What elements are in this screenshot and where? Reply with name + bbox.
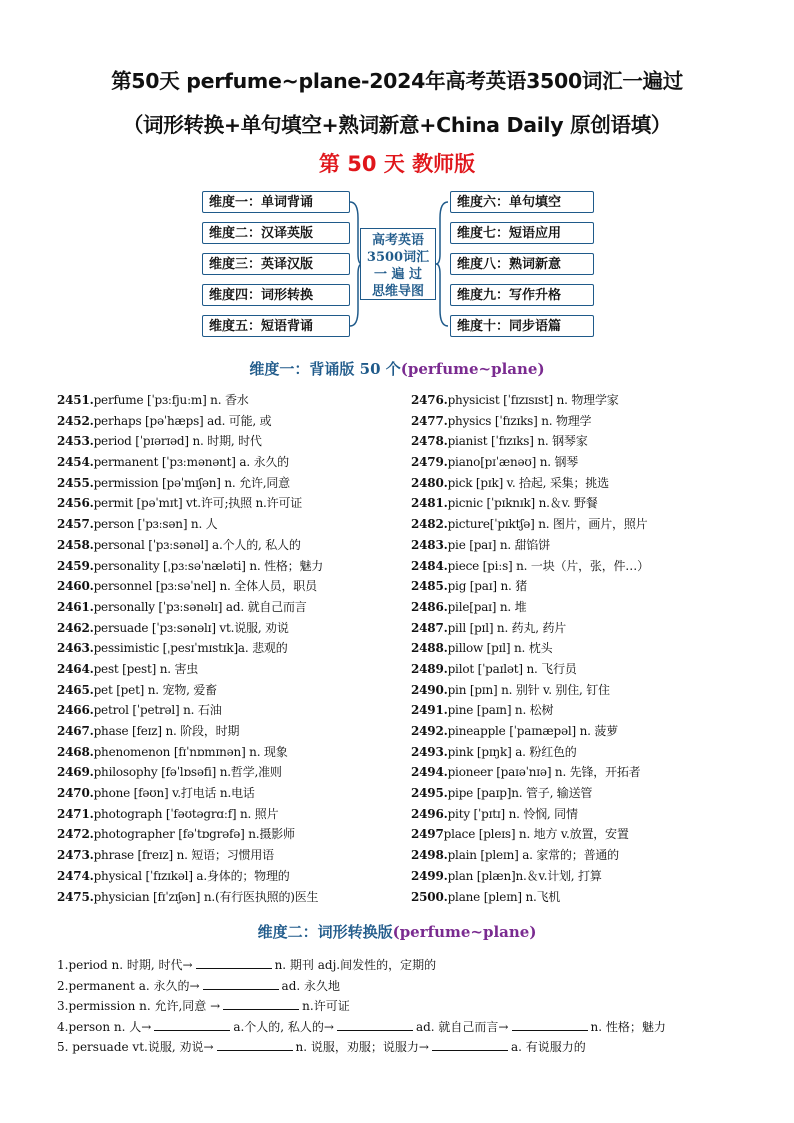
word-definition: permission [pəˈmɪʃən] n. 允许,同意	[93, 475, 290, 490]
answer-blank[interactable]	[154, 1018, 230, 1031]
word-number: 2498.	[411, 848, 448, 863]
word-definition: pine [paɪn] n. 松树	[447, 703, 554, 718]
word-number: 2469.	[57, 765, 94, 780]
section-title-cn: 维度一：背诵版 50 个	[249, 360, 401, 378]
word-number: 2483.	[411, 537, 448, 552]
word-definition: pessimistic [ˌpesɪˈmɪstɪk]a. 悲观的	[93, 641, 288, 656]
word-entry	[411, 700, 649, 721]
word-definition: physician [fɪˈzɪʃən] n.(有行医执照的)医生	[93, 889, 319, 904]
word-definition: phenomenon [fɪˈnɒmɪnən] n. 现象	[93, 744, 288, 759]
word-entry	[57, 824, 323, 845]
exercise-item	[57, 956, 436, 974]
word-entry	[411, 804, 649, 825]
mind-map-node-left-4: 维度四：词形转换	[202, 284, 350, 306]
word-definition: personnel [pɜːsəˈnel] n. 全体人员，职员	[93, 579, 317, 594]
word-definition: picnic [ˈpɪknɪk] n.＆v. 野餐	[447, 496, 598, 511]
word-entry	[57, 721, 323, 742]
exercise-text: 4.person n. 人→	[57, 1019, 152, 1034]
exercise-text: ad. 就自己而言→	[415, 1019, 509, 1034]
mind-map-node-left-1: 维度一：单词背诵	[202, 191, 350, 213]
word-entry	[57, 473, 323, 494]
answer-blank[interactable]	[223, 997, 299, 1010]
word-definition: philosophy [fəˈlɒsəfi] n.哲学,准则	[93, 765, 282, 780]
word-definition: physical [ˈfɪzɪkəl] a.身体的；物理的	[93, 868, 290, 883]
word-definition: pity [ˈpɪtɪ] n. 怜悯, 同情	[447, 806, 578, 821]
word-definition: pioneer [paɪəˈnɪə] n. 先锋，开拓者	[447, 765, 641, 780]
word-definition: phone [fəʊn] v.打电话 n.电话	[93, 786, 255, 801]
word-entry	[57, 804, 323, 825]
word-number: 2496.	[411, 806, 448, 821]
word-number: 2466.	[57, 703, 94, 718]
word-definition: photographer [fəˈtɒgrəfə] n.摄影师	[93, 827, 295, 842]
answer-blank[interactable]	[203, 977, 279, 990]
word-definition: pest [pest] n. 害虫	[93, 661, 199, 676]
word-entry	[411, 390, 649, 411]
word-entry	[411, 783, 649, 804]
section-title-en: (perfume~plane)	[392, 923, 537, 941]
word-entry	[411, 576, 649, 597]
answer-blank[interactable]	[337, 1018, 413, 1031]
word-definition: pilot [ˈpaɪlət] n. 飞行员	[447, 661, 577, 676]
word-definition: perhaps [pəˈhæps] ad. 可能, 或	[93, 413, 272, 428]
word-entry	[411, 659, 649, 680]
word-number: 2495.	[411, 786, 448, 801]
word-number: 2471.	[57, 806, 94, 821]
word-entry	[411, 742, 649, 763]
answer-blank[interactable]	[512, 1018, 588, 1031]
word-number: 2468.	[57, 744, 94, 759]
word-definition: piano[pɪˈænəʊ] n. 钢琴	[447, 455, 579, 470]
answer-blank[interactable]	[432, 1038, 508, 1051]
word-list-left	[57, 390, 323, 907]
word-entry	[411, 597, 649, 618]
answer-blank[interactable]	[196, 956, 272, 969]
exercise-text: n.许可证	[302, 999, 350, 1013]
word-entry	[411, 514, 649, 535]
word-entry	[57, 493, 323, 514]
word-number: 2452.	[57, 413, 94, 428]
word-entry	[57, 659, 323, 680]
word-entry	[411, 845, 649, 866]
word-number: 2463.	[57, 641, 94, 656]
word-entry	[411, 556, 649, 577]
word-entry	[57, 431, 323, 452]
center-line: 一 遍 过	[373, 267, 423, 282]
word-number: 2465.	[57, 682, 94, 697]
center-line: 3500词汇	[366, 250, 430, 265]
word-entry	[411, 493, 649, 514]
word-entry	[411, 618, 649, 639]
word-definition: plane [pleɪn] n.飞机	[447, 889, 561, 904]
exercise-text: 5. persuade vt.说服, 劝说→	[57, 1040, 214, 1054]
page-title: 第50天 perfume~plane-2024年高考英语3500词汇一遍过	[111, 69, 683, 93]
word-number: 2458.	[57, 537, 94, 552]
mind-map-center	[360, 228, 436, 300]
mind-map	[200, 188, 596, 340]
word-definition: pin [pɪn] n. 别针 v. 别住, 钉住	[447, 682, 610, 697]
word-number: 2499.	[411, 868, 448, 883]
center-line: 高考英语	[371, 233, 424, 248]
word-number: 2489.	[411, 661, 448, 676]
word-entry	[411, 535, 649, 556]
section-title-recitation	[0, 358, 794, 379]
exercise-text: 1.period n. 时期, 时代→	[57, 958, 193, 972]
mind-map-node-right-3: 维度八：熟词新意	[450, 253, 594, 275]
word-entry	[411, 473, 649, 494]
word-definition: piece [piːs] n. 一块（片，张，件…）	[447, 558, 649, 573]
word-number: 2490.	[411, 682, 448, 697]
word-definition: physics [ˈfɪzɪks] n. 物理学	[447, 413, 592, 428]
word-entry	[411, 452, 649, 473]
word-entry	[411, 762, 649, 783]
word-number: 2477.	[411, 413, 448, 428]
mind-map-node-left-3: 维度三：英译汉版	[202, 253, 350, 275]
word-number: 2467.	[57, 724, 94, 738]
word-number: 2484.	[411, 558, 448, 573]
word-definition: personal [ˈpɜːsənəl] a.个人的, 私人的	[93, 537, 301, 552]
word-entry	[57, 680, 323, 701]
word-definition: person [ˈpɜːsən] n. 人	[93, 517, 218, 532]
exercise-item	[57, 1038, 586, 1056]
exercise-text: 2.permanent a. 永久的→	[57, 978, 200, 993]
word-number: 2476.	[411, 393, 448, 407]
word-definition: pick [pɪk] v. 拾起, 采集；挑选	[447, 475, 609, 490]
word-number: 2481.	[411, 496, 448, 511]
word-definition: pie [paɪ] n. 甜馅饼	[447, 537, 551, 552]
exercise-text: a.个人的, 私人的→	[233, 1019, 334, 1034]
word-definition: pillow [pɪl] n. 枕头	[447, 641, 553, 656]
word-definition: pipe [paɪp]n. 管子, 输送管	[447, 786, 593, 801]
word-definition: plan [plæn]n.＆v.计划, 打算	[447, 868, 602, 883]
word-definition: phase [feɪz] n. 阶段，时期	[93, 724, 240, 738]
word-entry	[411, 431, 649, 452]
word-definition: personality [ˌpɜːsəˈnæləti] n. 性格；魅力	[93, 558, 324, 573]
word-entry	[411, 638, 649, 659]
exercise-item	[57, 977, 340, 995]
word-entry	[411, 887, 649, 908]
word-list-right	[411, 390, 649, 907]
word-number: 2472.	[57, 827, 94, 842]
word-definition: picture[ˈpɪktʃə] n. 图片，画片，照片	[447, 517, 648, 532]
word-entry	[411, 866, 649, 887]
word-entry	[57, 762, 323, 783]
word-definition: pill [pɪl] n. 药丸, 药片	[447, 620, 567, 635]
word-number: 2475.	[57, 889, 94, 904]
word-entry	[57, 514, 323, 535]
word-number: 2497	[411, 827, 444, 842]
word-definition: persuade [ˈpɜːsənəlɪ] vt.说服, 劝说	[93, 620, 289, 635]
word-number: 2451.	[57, 393, 94, 407]
word-definition: pig [paɪ] n. 猪	[447, 579, 528, 594]
section-title-en: (perfume~plane)	[400, 360, 545, 378]
word-entry	[411, 411, 649, 432]
word-entry	[57, 887, 323, 908]
exercise-text: n. 说服，劝服；说服力→	[295, 1040, 429, 1054]
section-title-word-forms	[0, 921, 794, 942]
exercise-text: ad. 永久地	[281, 978, 341, 993]
word-entry	[57, 597, 323, 618]
word-entry	[57, 783, 323, 804]
word-number: 2462.	[57, 620, 94, 635]
word-number: 2460.	[57, 579, 94, 594]
word-number: 2454.	[57, 455, 94, 470]
word-definition: phrase [freɪz] n. 短语；习惯用语	[93, 848, 274, 863]
edition-label: 第 50 天 教师版	[318, 152, 476, 176]
word-entry	[411, 721, 649, 742]
word-definition: pineapple [ˈpaɪnæpəl] n. 菠萝	[447, 724, 618, 738]
mind-map-node-right-4: 维度九：写作升格	[450, 284, 594, 306]
mind-map-node-right-5: 维度十：同步语篇	[450, 315, 594, 337]
word-definition: pink [pɪŋk] a. 粉红色的	[447, 744, 577, 759]
word-entry	[411, 824, 649, 845]
word-number: 2493.	[411, 744, 448, 759]
exercise-text: n. 性格；魅力	[590, 1019, 666, 1034]
word-number: 2473.	[57, 848, 94, 863]
word-number: 2486.	[411, 599, 448, 614]
word-definition: pet [pet] n. 宠物, 爱畜	[93, 682, 217, 697]
word-number: 2474.	[57, 868, 94, 883]
exercise-text: n. 期刊 adj.间发性的，定期的	[274, 958, 437, 972]
word-definition: photograph [ˈfəʊtəgrɑːf] n. 照片	[93, 806, 279, 821]
word-number: 2491.	[411, 703, 448, 718]
section-title-cn: 维度二：词形转换版	[257, 923, 393, 941]
word-entry	[57, 411, 323, 432]
word-entry	[57, 618, 323, 639]
word-number: 2470.	[57, 786, 94, 801]
word-number: 2500.	[411, 889, 448, 904]
word-number: 2456.	[57, 496, 94, 511]
word-number: 2482.	[411, 517, 448, 532]
word-entry	[57, 845, 323, 866]
word-definition: petrol [ˈpetrəl] n. 石油	[93, 703, 222, 718]
word-definition: physicist [ˈfɪzɪsɪst] n. 物理学家	[447, 393, 619, 407]
word-definition: permit [pəˈmɪt] vt.许可;执照 n.许可证	[93, 496, 303, 511]
word-definition: period [ˈpɪərɪəd] n. 时期, 时代	[93, 434, 262, 449]
word-entry	[57, 535, 323, 556]
word-definition: permanent [ˈpɜːmənənt] a. 永久的	[93, 455, 289, 470]
mind-map-node-right-2: 维度七：短语应用	[450, 222, 594, 244]
word-number: 2488.	[411, 641, 448, 656]
word-entry	[57, 556, 323, 577]
word-number: 2480.	[411, 475, 448, 490]
word-number: 2478.	[411, 434, 448, 449]
exercise-item	[57, 1018, 666, 1036]
exercise-text: 3.permission n. 允许,同意 →	[57, 999, 221, 1013]
word-definition: perfume [ˈpɜːfjuːm] n. 香水	[93, 393, 249, 407]
mind-map-node-left-5: 维度五：短语背诵	[202, 315, 350, 337]
word-definition: pile[paɪ] n. 堆	[447, 599, 527, 614]
word-number: 2457.	[57, 517, 94, 532]
word-entry	[57, 638, 323, 659]
word-number: 2494.	[411, 765, 448, 780]
mind-map-node-right-1: 维度六：单句填空	[450, 191, 594, 213]
word-number: 2479.	[411, 455, 448, 470]
word-entry	[57, 866, 323, 887]
word-definition: plain [pleɪn] a. 家常的；普通的	[447, 848, 619, 863]
word-number: 2455.	[57, 475, 94, 490]
word-number: 2464.	[57, 661, 94, 676]
word-entry	[57, 742, 323, 763]
word-definition: pianist [ˈfɪzɪks] n. 钢琴家	[447, 434, 588, 449]
word-definition: personally [ˈpɜːsənəlɪ] ad. 就自己而言	[93, 599, 307, 614]
word-definition: place [pleɪs] n. 地方 v.放置，安置	[443, 827, 629, 842]
word-number: 2492.	[411, 724, 448, 738]
word-number: 2453.	[57, 434, 94, 449]
page-subtitle: （词形转换+单句填空+熟词新意+China Daily 原创语填）	[122, 113, 672, 137]
mind-map-node-left-2: 维度二：汉译英版	[202, 222, 350, 244]
word-entry	[57, 390, 323, 411]
word-entry	[57, 576, 323, 597]
word-number: 2459.	[57, 558, 94, 573]
word-entry	[57, 452, 323, 473]
word-entry	[57, 700, 323, 721]
answer-blank[interactable]	[217, 1038, 293, 1051]
center-line: 思维导图	[371, 284, 424, 299]
word-number: 2487.	[411, 620, 448, 635]
exercise-item	[57, 997, 350, 1015]
word-entry	[411, 680, 649, 701]
word-number: 2485.	[411, 579, 448, 594]
exercise-text: a. 有说服力的	[510, 1040, 586, 1054]
word-number: 2461.	[57, 599, 94, 614]
